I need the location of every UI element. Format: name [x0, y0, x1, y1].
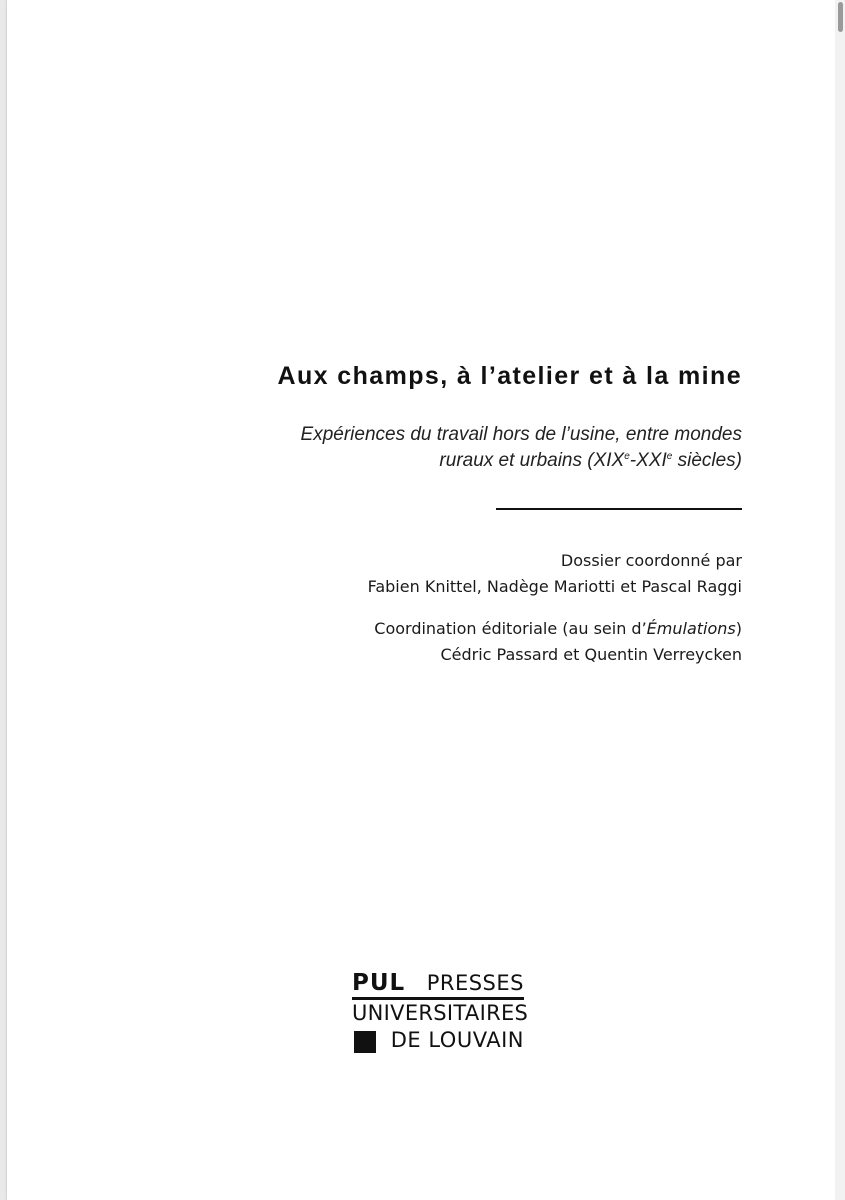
superscript-e: e [666, 451, 673, 462]
scrollbar[interactable] [835, 0, 845, 1200]
subtitle-line-2-end: siècles) [672, 450, 742, 471]
logo-square-icon [354, 1031, 376, 1053]
editorial-credits [182, 616, 742, 668]
publisher-line-1: PRESSES [426, 971, 524, 995]
coordination-label: Coordination éditoriale (au sein d’Émulations) [374, 619, 742, 638]
dossier-credits [182, 548, 742, 600]
document-page [7, 0, 835, 1200]
dossier-editors: Fabien Knittel, Nadège Mariotti et Pascal Raggi [367, 577, 742, 596]
subtitle-line-1: Expériences du travail hors de l’usine, entre mondes [300, 424, 742, 445]
publisher-acronym: PUL [352, 970, 406, 996]
superscript-e: e [624, 451, 630, 462]
book-title: Aux champs, à l’atelier et à la mine [277, 362, 742, 390]
publisher-logo [346, 970, 529, 1056]
scrollbar-thumb[interactable] [838, 2, 843, 32]
publisher-line-3: DE LOUVAIN [390, 1028, 524, 1052]
dossier-label: Dossier coordonné par [560, 551, 742, 570]
coordination-editors: Cédric Passard et Quentin Verreycken [440, 645, 742, 664]
divider-rule [496, 508, 742, 510]
publisher-line-2: UNIVERSITAIRES [352, 1001, 529, 1025]
journal-name: Émulations [646, 619, 736, 638]
subtitle-line-2-start: ruraux et urbains (XIX [439, 450, 625, 471]
logo-bar [352, 997, 524, 1000]
book-subtitle [182, 422, 742, 474]
subtitle-line-2-middle: -XXI [629, 450, 667, 471]
